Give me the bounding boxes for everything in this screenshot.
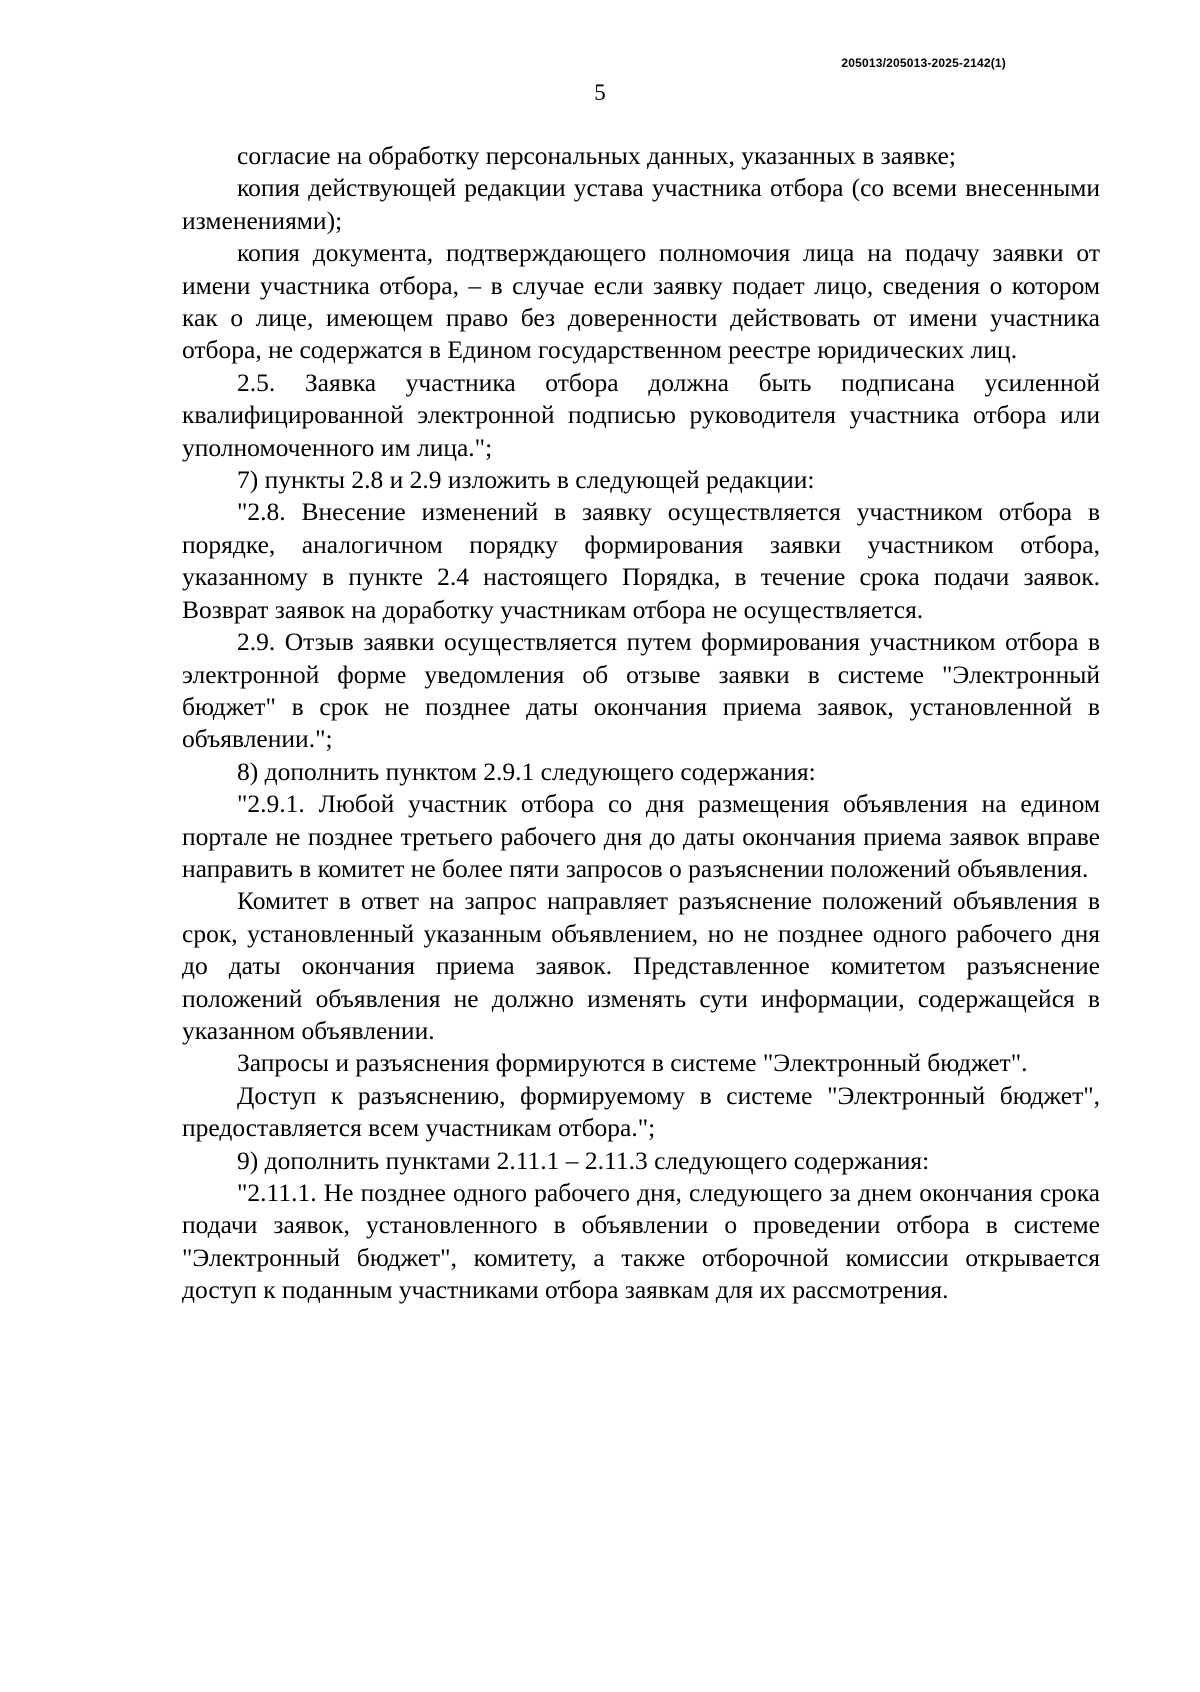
paragraph: Запросы и разъяснения формируются в системе "Электронный бюджет". — [237, 1048, 1028, 1078]
paragraph: "2.9.1. Любой участник отбора со дня размещения объявления на едином портале не позднее третьего рабочего дня до даты окончания приема заявок вправе направить в комитет не более пяти запросов о разъяснении положений объявления. — [182, 789, 1100, 883]
paragraph: Доступ к разъяснению, формируемому в системе "Электронный бюджет", предоставляется всем участникам отбора."; — [182, 1080, 1100, 1143]
document-body — [182, 140, 1100, 1307]
paragraph: согласие на обработку персональных данных, указанных в заявке; — [237, 141, 956, 170]
paragraph: 9) дополнить пунктами 2.11.1 – 2.11.3 следующего содержания: — [237, 1145, 930, 1175]
document-id: 205013/205013-2025-2142(1) — [841, 56, 1006, 70]
page-number: 5 — [594, 80, 606, 105]
paragraph: 2.9. Отзыв заявки осуществляется путем формирования участником отбора в электронной форме уведомления об отзыве заявки в системе "Электронный бюджет" в срок не позднее даты окончания приема заявок, установленной в объявлении."; — [182, 627, 1100, 754]
paragraph: 8) дополнить пунктом 2.9.1 следующего содержания: — [237, 756, 816, 786]
paragraph: 2.5. Заявка участника отбора должна быть подписана усиленной квалифицированной электронной подписью руководителя участника отбора или уполномоченного им лица."; — [182, 367, 1100, 462]
paragraph: "2.8. Внесение изменений в заявку осуществляется участником отбора в порядке, аналогичном порядку формирования заявки участником отбора, указанному в пункте 2.4 настоящего Порядка, в течение срока подачи заявок. Возврат заявок на доработку участникам отбора не осуществляется. — [182, 497, 1100, 624]
paragraph: копия документа, подтверждающего полномочия лица на подачу заявки от имени участника отбора, – в случае если заявку подает лицо, сведения о котором как о лице, имеющем право без доверенности действовать от имени участника отбора, не содержатся в Едином государственном реестре юридических лиц. — [182, 238, 1100, 365]
paragraph: копия действующей редакции устава участника отбора (со всеми внесенными изменениями); — [182, 173, 1100, 235]
paragraph: Комитет в ответ на запрос направляет разъяснение положений объявления в срок, установленный указанным объявлением, но не позднее одного рабочего дня до даты окончания приема заявок. Представленное комитетом разъяснение положений объявления не должно изменять сути информации, содержащейся в указанном объявлении. — [182, 886, 1100, 1045]
paragraph: "2.11.1. Не позднее одного рабочего дня, следующего за днем окончания срока подачи заявок, установленного в объявлении о проведении отбора в системе "Электронный бюджет", комитету, а также отборочной комиссии открывается доступ к поданным участниками отбора заявкам для их рассмотрения. — [182, 1178, 1100, 1305]
paragraph: 7) пункты 2.8 и 2.9 изложить в следующей редакции: — [237, 465, 815, 495]
